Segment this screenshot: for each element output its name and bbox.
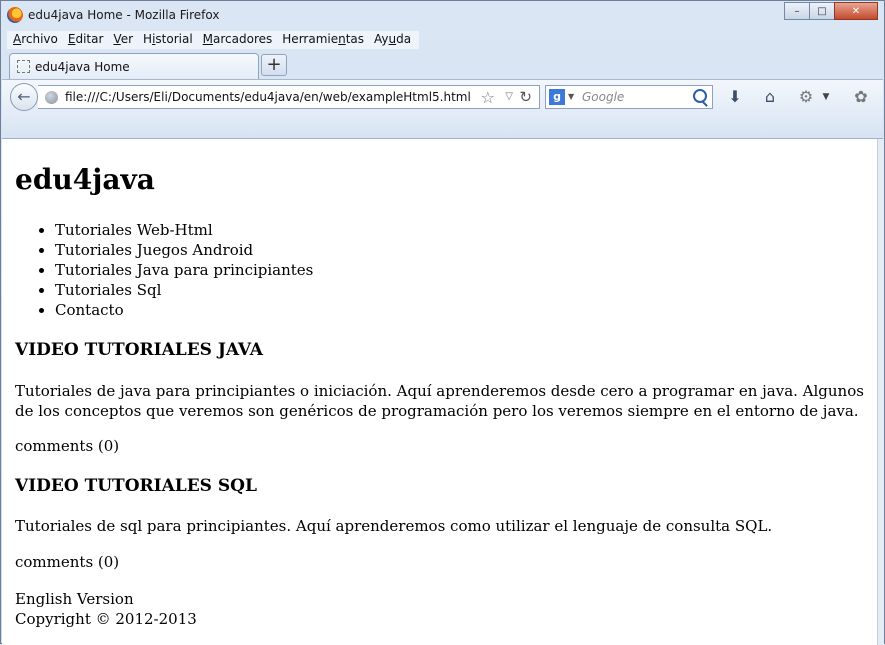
addon-icon[interactable]: ⚙ (798, 87, 814, 106)
comments-link-sql[interactable]: comments (0) (15, 553, 120, 571)
nav-item (55, 260, 313, 280)
nav-link-java[interactable]: Tutoriales Java para principiantes (55, 261, 314, 279)
tab-label: edu4java Home (35, 60, 130, 74)
menu-marcadores[interactable]: Marcadores (202, 32, 273, 46)
url-bar[interactable] (38, 85, 540, 109)
nav-item (55, 240, 313, 260)
nav-item (55, 220, 313, 240)
nav-item (55, 280, 313, 300)
close-button[interactable]: ✕ (834, 2, 878, 20)
comments-link-java[interactable]: comments (0) (15, 437, 120, 455)
navigation-toolbar (2, 79, 883, 114)
page-viewport (2, 139, 879, 645)
back-arrow-icon: ← (17, 87, 31, 106)
nav-link-sql[interactable]: Tutoriales Sql (55, 281, 162, 299)
menu-editar[interactable]: Editar (67, 32, 104, 46)
firefox-icon (7, 7, 23, 23)
english-version-link[interactable]: English Version (15, 590, 134, 608)
home-icon[interactable]: ⌂ (764, 87, 776, 106)
google-engine-icon[interactable]: g (549, 89, 565, 105)
nav-link-web-html[interactable]: Tutoriales Web-Html (55, 221, 213, 239)
copyright-text: Copyright © 2012-2013 (15, 610, 197, 628)
url-text[interactable]: file:///C:/Users/Eli/Documents/edu4java/en/web/exampleHtml5.html (65, 90, 471, 104)
menu-historial[interactable]: Historial (143, 32, 193, 46)
menu-ayuda[interactable]: Ayuda (374, 32, 412, 46)
search-bar[interactable] (545, 85, 713, 109)
engine-dropdown-icon[interactable]: ▼ (568, 92, 575, 101)
url-history-dropdown-icon[interactable]: ▽ (505, 91, 513, 102)
puzzle-icon[interactable]: ✿ (854, 87, 868, 106)
blank-page-icon (17, 60, 30, 73)
nav-item (55, 300, 313, 320)
page-footer (15, 589, 197, 629)
title-bar (1, 1, 884, 31)
back-button[interactable] (10, 83, 38, 111)
bookmark-star-icon[interactable]: ☆ (480, 88, 495, 107)
nav-link-juegos-android[interactable]: Tutoriales Juegos Android (55, 241, 254, 259)
page-heading: edu4java (15, 163, 155, 196)
window-controls (784, 2, 878, 20)
article-title-java: VIDEO TUTORIALES JAVA (15, 340, 263, 360)
downloads-icon[interactable]: ⬇ (728, 87, 742, 106)
bookmarks-toolbar (2, 113, 883, 139)
article-text-sql: Tutoriales de sql para principiantes. Aquí aprenderemos como utilizar el lenguaje de consulta SQL. (15, 517, 773, 535)
addon-dropdown-icon[interactable]: ▼ (822, 92, 830, 102)
maximize-button[interactable]: □ (809, 2, 835, 20)
tab-edu4java-home[interactable] (9, 53, 259, 79)
article-title-sql: VIDEO TUTORIALES SQL (15, 476, 257, 496)
menu-herramientas[interactable]: Herramientas (282, 32, 365, 46)
search-input[interactable]: Google (582, 90, 625, 104)
article-text-java: Tutoriales de java para principiantes o iniciación. Aquí aprenderemos desde cero a programar en java. Algunos de los conceptos que veremos son genéricos de programación pero los veremos siempre en el entorno de java. (15, 382, 864, 420)
nav-menu (15, 220, 313, 320)
window-right-edge (877, 139, 884, 645)
search-icon[interactable] (693, 89, 707, 103)
globe-icon (45, 91, 58, 104)
menu-ver[interactable]: Ver (113, 32, 134, 46)
window-title: edu4java Home - Mozilla Firefox (28, 8, 220, 22)
minimize-button[interactable]: – (784, 2, 810, 20)
menu-archivo[interactable]: Archivo (13, 32, 58, 46)
nav-link-contacto[interactable]: Contacto (55, 301, 124, 319)
new-tab-button[interactable]: + (261, 54, 287, 76)
reload-icon[interactable]: ↻ (519, 88, 532, 106)
tab-strip (1, 51, 884, 79)
menu-bar (7, 31, 419, 49)
